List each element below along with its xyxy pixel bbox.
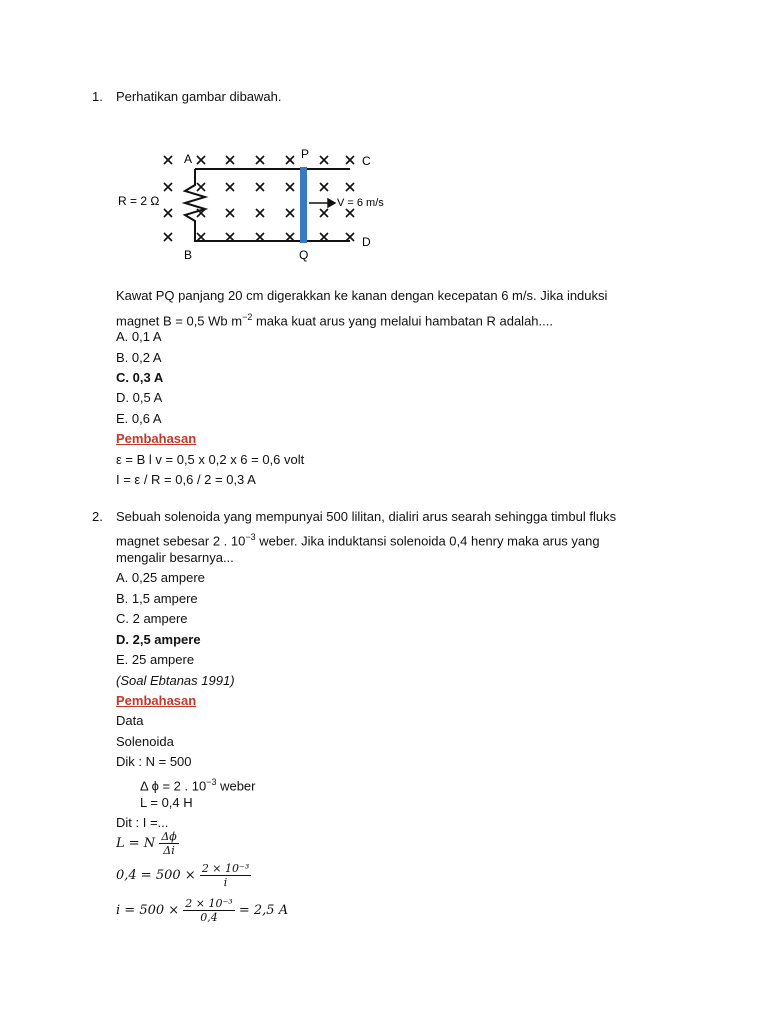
q2-text2-pre: magnet sebesar 2 . 10 (116, 533, 246, 549)
circuit-wire (185, 169, 350, 241)
eq2-denominator: i (223, 876, 228, 889)
q2-known2-pre: Δ ϕ = 2 . 10 (140, 778, 207, 794)
field-cross (164, 209, 172, 217)
q2-discussion-label: Pembahasan (116, 693, 197, 708)
q2-known2-sup: −3 (206, 777, 217, 787)
q1-text2-sup: −2 (242, 312, 253, 322)
eq2-fraction (200, 862, 251, 889)
label-D: D (362, 235, 371, 249)
field-cross (320, 233, 328, 241)
field-cross (226, 233, 234, 241)
field-cross (346, 233, 354, 241)
eq1-fraction (159, 830, 178, 857)
q1-text-line2 (116, 309, 553, 329)
eq2-numerator: 2 × 10⁻³ (201, 862, 250, 875)
q2-text-line1: Sebuah solenoida yang mempunyai 500 lilitan, dialiri arus searah sehingga timbul fluks (116, 509, 617, 524)
q2-option-c: C. 2 ampere (116, 611, 188, 626)
field-cross (197, 183, 205, 191)
field-cross (256, 183, 264, 191)
q1-text-line1: Kawat PQ panjang 20 cm digerakkan ke kanan dengan kecepatan 6 m/s. Jika induksi (116, 288, 608, 303)
q2-known-flux (140, 774, 256, 794)
q2-number: 2. (92, 509, 103, 524)
field-cross (346, 156, 354, 164)
field-cross (320, 183, 328, 191)
rod-PQ (300, 167, 307, 243)
q2-known-l: L = 0,4 H (140, 795, 193, 810)
q1-solution-line2: I = ε / R = 0,6 / 2 = 0,3 A (116, 472, 256, 487)
q2-text-line3: mengalir besarnya... (116, 550, 234, 565)
q1-solution-line1: ε = B l v = 0,5 x 0,2 x 6 = 0,6 volt (116, 452, 305, 467)
eq3-numerator: 2 × 10⁻³ (185, 897, 233, 910)
q2-text-line2 (116, 529, 600, 549)
q1-intro: Perhatikan gambar dibawah. (116, 89, 282, 104)
field-cross (164, 156, 172, 164)
field-cross (346, 183, 354, 191)
q2-solenoid-label: Solenoida (116, 734, 174, 749)
eq1-numerator: Δϕ (161, 830, 177, 843)
q1-number: 1. (92, 89, 103, 104)
q2-option-d: D. 2,5 ampere (116, 632, 201, 647)
field-cross (286, 233, 294, 241)
q1-option-c: C. 0,3 A (116, 370, 164, 385)
q1-discussion-label: Pembahasan (116, 431, 197, 446)
field-cross (226, 156, 234, 164)
label-P: P (301, 147, 310, 161)
q2-data-label: Data (116, 713, 144, 728)
q2-source: (Soal Ebtanas 1991) (116, 673, 235, 688)
q1-text2-pre: magnet B = 0,5 Wb m (116, 313, 243, 329)
eq1-denominator: Δi (163, 844, 175, 857)
field-cross (226, 183, 234, 191)
eq2-lhs: 0,4 = 500 × (116, 868, 196, 883)
q2-option-b: B. 1,5 ampere (116, 591, 198, 606)
eq3-denominator: 0,4 (200, 911, 218, 924)
label-A: A (184, 152, 193, 166)
field-cross (197, 156, 205, 164)
velocity-label: V = 6 m/s (337, 197, 384, 209)
q2-option-e: E. 25 ampere (116, 652, 195, 667)
velocity-arrow (309, 199, 335, 207)
eq3-fraction (183, 897, 234, 924)
q1-option-a: A. 0,1 A (116, 329, 162, 344)
field-cross (256, 233, 264, 241)
q2-equation-1 (116, 830, 179, 857)
q2-known-n: Dik : N = 500 (116, 754, 192, 769)
q1-option-e: E. 0,6 A (116, 411, 162, 426)
field-cross (256, 156, 264, 164)
q2-equation-3 (116, 897, 288, 924)
resistor-label: R = 2 Ω (118, 194, 160, 208)
field-cross (226, 209, 234, 217)
q2-text2-sup: −3 (245, 532, 256, 542)
label-Q: Q (299, 248, 309, 262)
eq3-rhs: = 2,5 A (238, 903, 289, 918)
eq3-lhs: i = 500 × (116, 903, 180, 918)
field-cross (256, 209, 264, 217)
field-cross (346, 209, 354, 217)
q1-figure (110, 145, 410, 265)
q2-option-a: A. 0,25 ampere (116, 570, 205, 585)
label-C: C (362, 154, 371, 168)
q2-asked: Dit : I =... (116, 815, 169, 830)
q1-option-b: B. 0,2 A (116, 350, 162, 365)
field-cross (320, 156, 328, 164)
q2-known2-post: weber (216, 778, 256, 794)
field-cross (164, 183, 172, 191)
field-cross (320, 209, 328, 217)
label-B: B (184, 248, 193, 262)
field-cross (197, 233, 205, 241)
field-cross (286, 183, 294, 191)
q1-text2-post: maka kuat arus yang melalui hambatan R adalah.... (252, 313, 553, 329)
q2-equation-2 (116, 862, 251, 889)
eq1-lhs: L = N (116, 836, 156, 851)
field-cross (286, 156, 294, 164)
field-cross (286, 209, 294, 217)
q1-option-d: D. 0,5 A (116, 390, 163, 405)
field-cross (164, 233, 172, 241)
q2-text2-post: weber. Jika induktansi solenoida 0,4 henry maka arus yang (255, 533, 600, 549)
